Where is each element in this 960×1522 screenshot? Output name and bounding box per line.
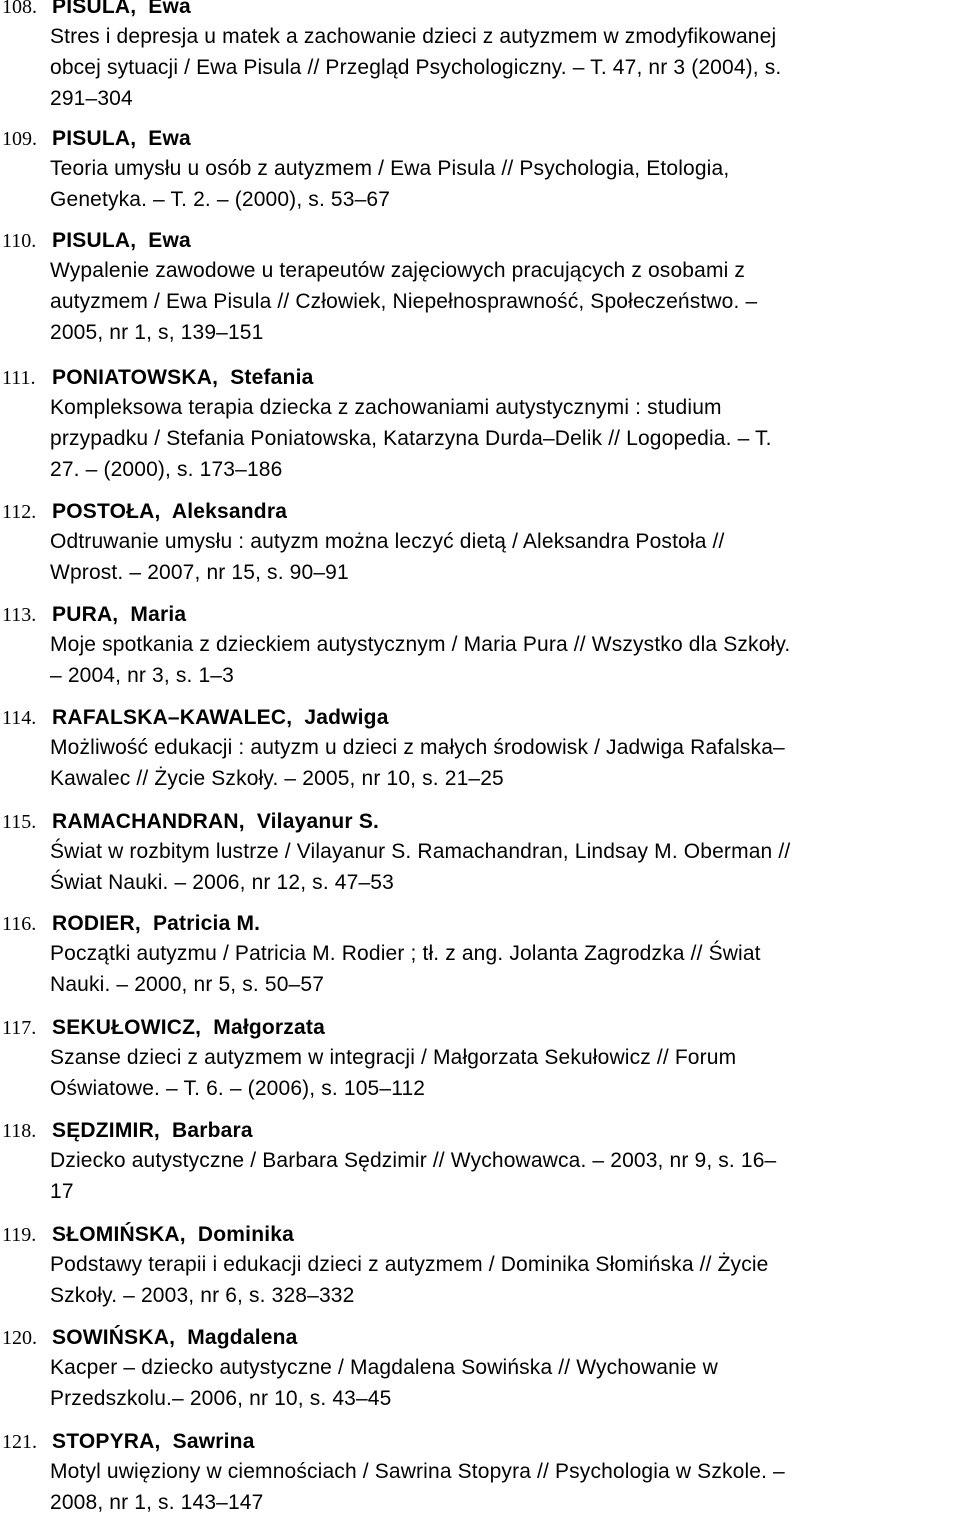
- description-line: Podstawy terapii i edukacji dzieci z autyzmem / Dominika Słomińska // Życie: [50, 1253, 769, 1276]
- entry-description: [50, 1043, 960, 1105]
- description-line: Genetyka. – T. 2. – (2000), s. 53–67: [50, 187, 391, 211]
- description-line: obcej sytuacji / Ewa Pisula // Przegląd Psychologiczny. – T. 47, nr 3 (2004), s.: [50, 55, 782, 79]
- description-line: Kacper – dziecko autystyczne / Magdalena Sowińska // Wychowanie w: [50, 1356, 718, 1379]
- description-line: Możliwość edukacji : autyzm u dzieci z małych środowisk / Jadwiga Rafalska–: [50, 736, 785, 759]
- entry-number: 113.: [2, 604, 37, 626]
- description-line: Nauki. – 2000, nr 5, s. 50–57: [50, 972, 325, 996]
- description-line: Moje spotkania z dzieckiem autystycznym / Maria Pura // Wszystko dla Szkoły.: [50, 633, 791, 656]
- description-line: Teoria umysłu u osób z autyzmem / Ewa Pisula // Psychologia, Etologia,: [50, 157, 730, 180]
- entry-description: [50, 837, 960, 899]
- entry-description: [50, 1250, 960, 1312]
- entry-number: 110.: [2, 230, 37, 252]
- description-line: Początki autyzmu / Patricia M. Rodier ; tł. z ang. Jolanta Zagrodzka // Świat: [50, 942, 761, 965]
- entry-author: RODIER, Patricia M.: [52, 912, 261, 935]
- entry-description: [50, 256, 960, 348]
- entry-author: PONIATOWSKA, Stefania: [52, 366, 314, 389]
- entry-author: SŁOMIŃSKA, Dominika: [52, 1223, 295, 1246]
- entry-author: RAMACHANDRAN, Vilayanur S.: [52, 810, 380, 833]
- entry-description: [50, 1457, 960, 1519]
- entry-description: [50, 527, 960, 589]
- entry-author: SOWIŃSKA, Magdalena: [52, 1326, 298, 1349]
- description-line: Szanse dzieci z autyzmem w integracji / Małgorzata Sekułowicz // Forum: [50, 1046, 737, 1069]
- description-line: autyzmem / Ewa Pisula // Człowiek, Niepełnosprawność, Społeczeństwo. –: [50, 289, 758, 313]
- description-line: Świat Nauki. – 2006, nr 12, s. 47–53: [50, 870, 394, 894]
- entry-number: 112.: [2, 501, 37, 523]
- entry-author: PURA, Maria: [52, 603, 187, 626]
- entry-author: PISULA, Ewa: [52, 127, 191, 150]
- entry-number: 117.: [2, 1017, 37, 1039]
- description-line: Stres i depresja u matek a zachowanie dzieci z autyzmem w zmodyfikowanej: [50, 25, 777, 48]
- description-line: Odtruwanie umysłu : autyzm można leczyć dietą / Aleksandra Postoła //: [50, 530, 725, 553]
- description-line: przypadku / Stefania Poniatowska, Katarzyna Durda–Delik // Logopedia. – T.: [50, 426, 772, 450]
- entry-description: [50, 154, 960, 216]
- description-line: Wypalenie zawodowe u terapeutów zajęciowych pracujących z osobami z: [50, 259, 746, 282]
- entry-number: 116.: [2, 913, 37, 935]
- entry-number: 119.: [2, 1224, 37, 1246]
- description-line: Dziecko autystyczne / Barbara Sędzimir // Wychowawca. – 2003, nr 9, s. 16–: [50, 1149, 777, 1172]
- description-line: Kawalec // Życie Szkoły. – 2005, nr 10, s. 21–25: [50, 766, 504, 790]
- description-line: Szkoły. – 2003, nr 6, s. 328–332: [50, 1283, 355, 1307]
- entry-description: [50, 939, 960, 1001]
- description-line: Kompleksowa terapia dziecka z zachowaniami autystycznymi : studium: [50, 396, 722, 419]
- description-line: 2008, nr 1, s. 143–147: [50, 1490, 264, 1514]
- description-line: Świat w rozbitym lustrze / Vilayanur S. Ramachandran, Lindsay M. Oberman //: [50, 840, 791, 863]
- description-line: Przedszkolu.– 2006, nr 10, s. 43–45: [50, 1386, 392, 1410]
- description-line: – 2004, nr 3, s. 1–3: [50, 663, 234, 687]
- entry-number: 121.: [2, 1431, 37, 1453]
- description-line: 17: [50, 1179, 74, 1203]
- entry-author: RAFALSKA–KAWALEC, Jadwiga: [52, 706, 389, 729]
- description-line: 27. – (2000), s. 173–186: [50, 457, 283, 481]
- entry-description: [50, 393, 960, 485]
- entry-description: [50, 22, 960, 114]
- entry-author: SĘDZIMIR, Barbara: [52, 1119, 253, 1142]
- entry-author: PISULA, Ewa: [52, 0, 191, 18]
- entry-description: [50, 1146, 960, 1208]
- entry-author: PISULA, Ewa: [52, 229, 191, 252]
- entry-author: POSTOŁA, Aleksandra: [52, 500, 288, 523]
- entry-description: [50, 733, 960, 795]
- entry-description: [50, 630, 960, 692]
- entry-number: 114.: [2, 707, 37, 729]
- entry-description: [50, 1353, 960, 1415]
- entry-number: 109.: [2, 128, 37, 150]
- entry-number: 120.: [2, 1327, 37, 1349]
- entry-number: 115.: [2, 811, 37, 833]
- entry-author: SEKUŁOWICZ, Małgorzata: [52, 1016, 325, 1039]
- entry-author: STOPYRA, Sawrina: [52, 1430, 255, 1453]
- description-line: Wprost. – 2007, nr 15, s. 90–91: [50, 560, 349, 584]
- entry-number: 118.: [2, 1120, 37, 1142]
- description-line: Oświatowe. – T. 6. – (2006), s. 105–112: [50, 1076, 426, 1100]
- entry-number: 111.: [2, 367, 36, 389]
- entry-number: 108.: [2, 0, 37, 18]
- description-line: 2005, nr 1, s, 139–151: [50, 320, 264, 344]
- description-line: Motyl uwięziony w ciemnościach / Sawrina Stopyra // Psychologia w Szkole. –: [50, 1460, 785, 1483]
- description-line: 291–304: [50, 86, 133, 110]
